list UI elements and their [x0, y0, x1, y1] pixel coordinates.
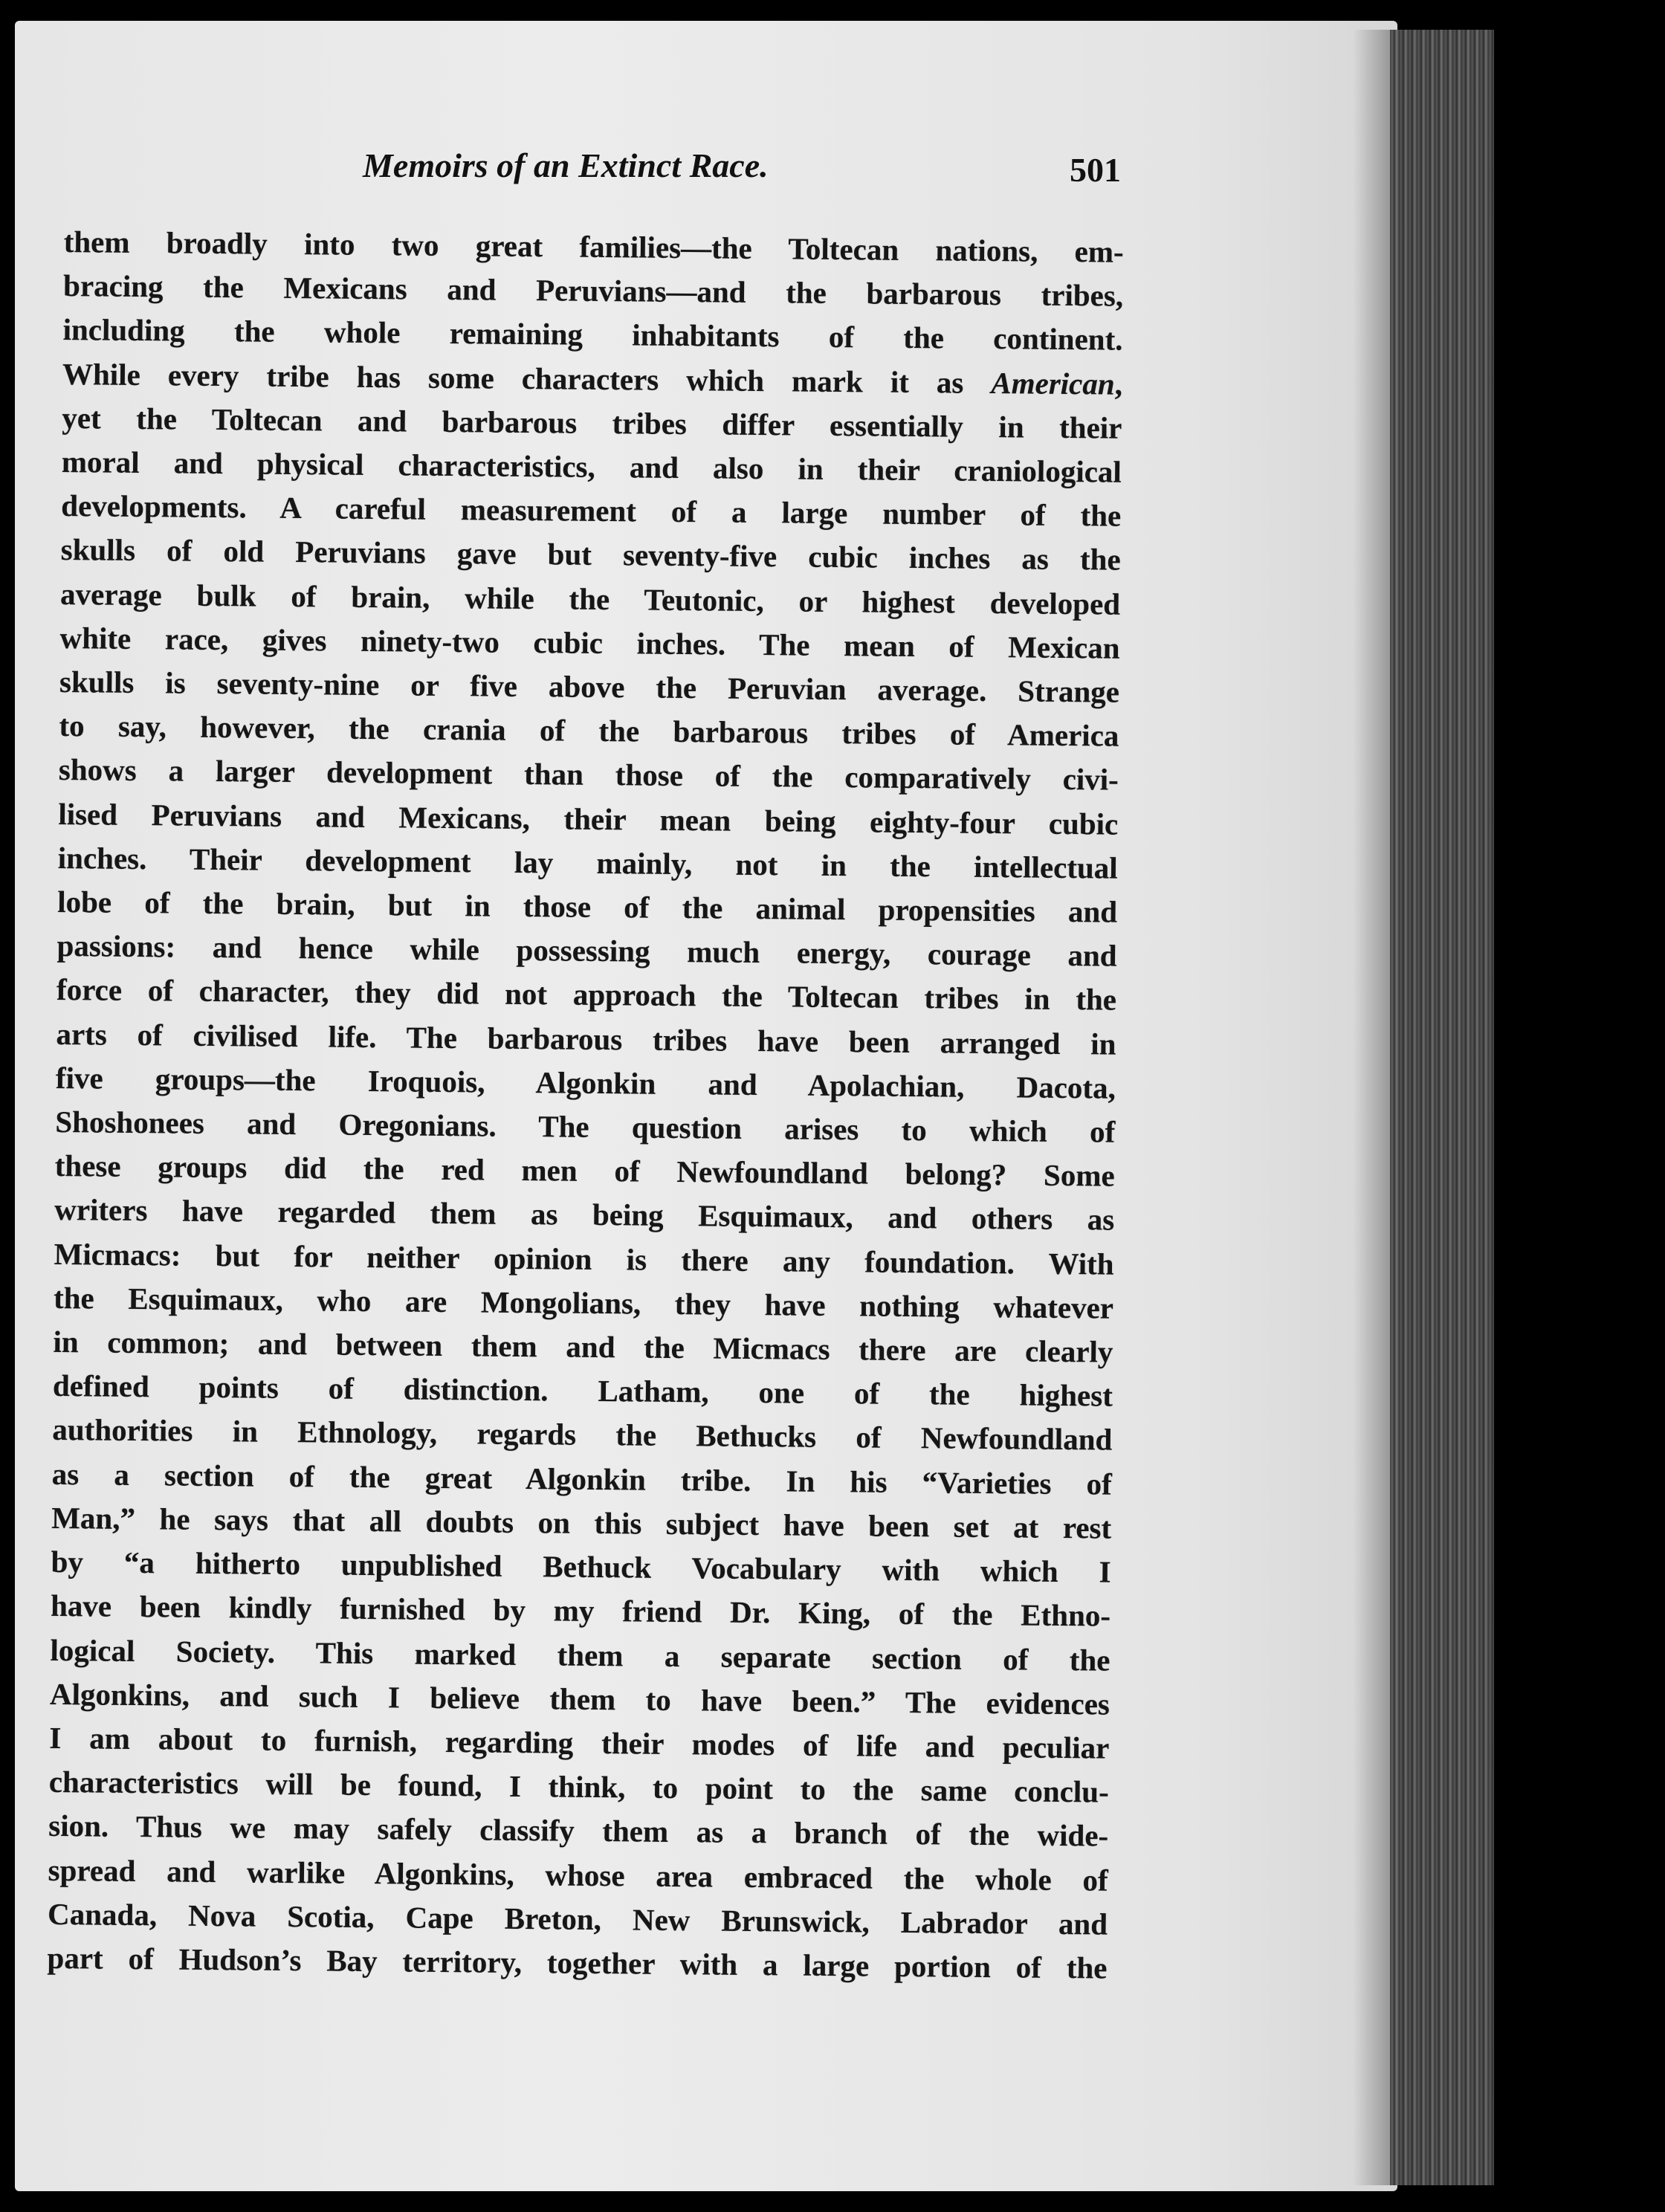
- running-header: [65, 146, 1121, 205]
- text-line: inches. Their development lay mainly, not in the intellectual: [57, 840, 1118, 885]
- text-line: them broadly into two great families—the Toltecan nations, em-: [63, 224, 1124, 269]
- text-line: to say, however, the crania of the barbarous tribes of America: [59, 708, 1119, 753]
- text-line: bracing the Mexicans and Peruvians—and the barbarous tribes,: [62, 268, 1124, 313]
- text-line: authorities in Ethnology, regards the Bethucks of Newfoundland: [52, 1412, 1113, 1458]
- text-line: developments. A careful measurement of a large number of the: [61, 488, 1122, 533]
- text-line: shows a larger development than those of the comparatively civi-: [58, 752, 1119, 798]
- text-line: five groups—the Iroquois, Algonkin and Apolachian, Dacota,: [55, 1060, 1116, 1105]
- text-line: white race, gives ninety-two cubic inches. The mean of Mexican: [59, 620, 1120, 665]
- text-line: characteristics will be found, I think, to point to the same conclu-: [48, 1765, 1109, 1809]
- page-number: 501: [1070, 151, 1121, 189]
- text-line: by “a hitherto unpublished Bethuck Vocabulary with which I: [51, 1545, 1111, 1589]
- text-line: skulls of old Peruvians gave but seventy-five cubic inches as the: [60, 532, 1121, 578]
- text-line: Micmacs: but for neither opinion is there any foundation. With: [54, 1236, 1114, 1281]
- text-line: lobe of the brain, but in those of the animal propensities and: [56, 885, 1118, 929]
- text-line: logical Society. This marked them a separate section of the: [50, 1632, 1110, 1678]
- text-line: sion. Thus we may safely classify them as a branch of the wide-: [48, 1808, 1109, 1853]
- running-title: Memoirs of an Extinct Race.: [363, 146, 769, 184]
- text-line: the Esquimaux, who are Mongolians, they have nothing whatever: [53, 1280, 1114, 1325]
- text-line: have been kindly furnished by my friend Dr. King, of the Ethno-: [50, 1588, 1111, 1633]
- text-line: force of character, they did not approach the Toltecan tribes in the: [56, 972, 1117, 1018]
- text-line: I am about to furnish, regarding their modes of life and peculiar: [49, 1720, 1110, 1765]
- text-line: Man,” he says that all doubts on this subject have been set at rest: [51, 1500, 1112, 1545]
- text-line: writers have regarded them as being Esquimaux, and others as: [54, 1192, 1115, 1238]
- text-line: Canada, Nova Scotia, Cape Breton, New Brunswick, Labrador and: [47, 1896, 1108, 1941]
- text-line: skulls is seventy-nine or five above the Peruvian average. Strange: [59, 664, 1120, 709]
- text-line: Shoshonees and Oregonians. The question arises to which of: [55, 1105, 1116, 1149]
- text-line: Algonkins, and such I believe them to have been.” The evidences: [49, 1676, 1110, 1721]
- text-line: yet the Toltecan and barbarous tribes differ essentially in their: [62, 400, 1122, 445]
- text-line: as a section of the great Algonkin tribe. In his “Varieties of: [51, 1456, 1112, 1501]
- text-line: arts of civilised life. The barbarous tribes have been arranged in: [56, 1016, 1116, 1061]
- text-line: in common; and between them and the Micmacs there are clearly: [53, 1325, 1113, 1369]
- text-line: spread and warlike Algonkins, whose area embraced the whole of: [48, 1852, 1108, 1898]
- text-line: these groups did the red men of Newfoundland belong? Some: [54, 1148, 1115, 1193]
- book-page-edges: [1390, 30, 1494, 2185]
- text-line: lised Peruvians and Mexicans, their mean being eighty-four cubic: [58, 796, 1119, 841]
- text-line: moral and physical characteristics, and also in their craniological: [61, 444, 1122, 489]
- text-line: passions: and hence while possessing much energy, courage and: [56, 928, 1117, 973]
- text-line: part of Hudson’s Bay territory, together with a large portion of the: [47, 1940, 1108, 1985]
- text-line: average bulk of brain, while the Teutonic, or highest developed: [59, 576, 1121, 621]
- text-line: defined points of distinction. Latham, one of the highest: [52, 1368, 1113, 1413]
- text-line: While every tribe has some characters which mark it as American,: [62, 356, 1123, 401]
- body-text: [47, 220, 1124, 1991]
- text-line: including the whole remaining inhabitants of the continent.: [62, 312, 1123, 358]
